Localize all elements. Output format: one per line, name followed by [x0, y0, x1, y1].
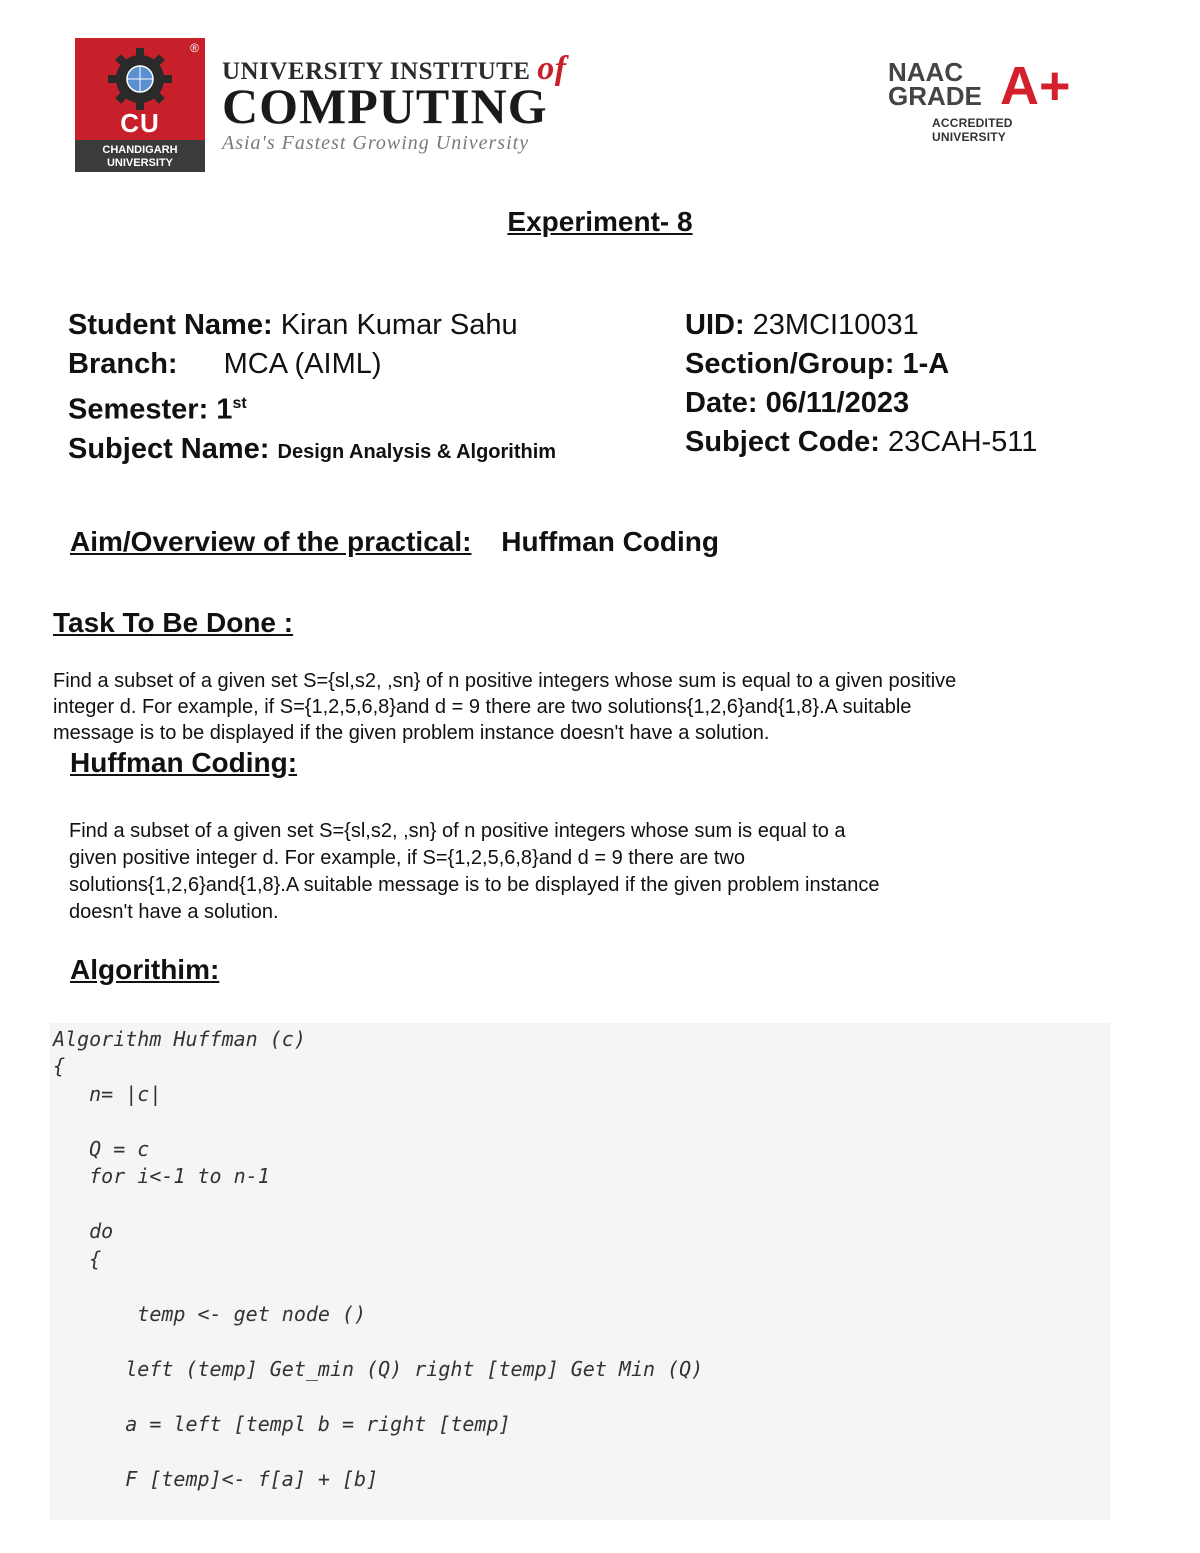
code-line: do — [53, 1219, 114, 1243]
subject-name-label: Subject Name: — [68, 432, 270, 465]
student-name-label: Student Name: — [68, 309, 273, 341]
semester-suffix: st — [232, 395, 247, 412]
subject-code-value: 23CAH-511 — [888, 426, 1038, 458]
student-info-right — [685, 306, 1037, 462]
naac-line2: GRADE — [888, 81, 982, 111]
cu-mark: CU — [120, 108, 160, 138]
task-line: Find a subset of a given set S={sl,s2, ,sn} of n positive integers whose sum is equal to a given positive — [53, 670, 957, 692]
student-name-value: Kiran Kumar Sahu — [280, 309, 518, 341]
student-name-row — [68, 306, 556, 345]
task-line: message is to be displayed if the given problem instance doesn't have a solution. — [53, 722, 770, 744]
date-row — [685, 384, 1037, 423]
task-heading: Task To Be Done : — [53, 607, 294, 638]
naac-text — [888, 57, 982, 111]
subject-name-value: Design Analysis & Algorithim — [277, 440, 557, 463]
huffman-heading: Huffman Coding: — [70, 747, 298, 778]
algorithm-heading: Algorithim: — [70, 954, 220, 985]
cu-name-line2: UNIVERSITY — [106, 157, 173, 169]
code-line: temp <- get node () — [53, 1302, 367, 1326]
code-line: { — [53, 1247, 102, 1271]
naac-line1: NAAC — [888, 57, 964, 87]
uid-row — [685, 306, 1037, 345]
code-line: Algorithm Huffman (c) — [53, 1027, 306, 1051]
code-line: { — [53, 1054, 66, 1078]
section-row — [685, 345, 1037, 384]
huffman-line: Find a subset of a given set S={sl,s2, ,sn} of n positive integers whose sum is equal to a — [69, 820, 846, 842]
task-paragraph — [53, 668, 1133, 746]
subject-code-row — [685, 423, 1037, 462]
aim-line — [70, 526, 719, 558]
cu-name-strip — [75, 140, 205, 172]
institute-computing: COMPUTING — [222, 78, 548, 134]
branch-label: Branch: — [68, 348, 178, 380]
aim-label: Aim/Overview of the practical: — [70, 526, 472, 557]
aim-value: Huffman Coding — [501, 526, 719, 557]
naac-badge — [888, 56, 1088, 144]
page-title: Experiment- 8 — [507, 206, 693, 237]
section-label: Section/Group: 1-A — [685, 348, 950, 380]
registered-mark: ® — [190, 41, 199, 55]
code-line: F [temp]<- f[a] + [b] — [53, 1467, 379, 1491]
semester-label: Semester: 1 — [68, 393, 233, 426]
subject-name-row — [68, 430, 556, 472]
code-line: left (temp] Get_min (Q) right [temp] Get Min (Q) — [53, 1357, 704, 1381]
task-line: integer d. For example, if S={1,2,5,6,8}and d = 9 there are two solutions{1,2,6}and{1,8}.A suitable — [53, 696, 912, 718]
cu-name-line1: CHANDIGARH — [102, 144, 178, 156]
branch-value: MCA (AIML) — [223, 348, 382, 380]
code-line: Q = c — [53, 1137, 150, 1161]
institute-tagline: Asia's Fastest Growing University — [222, 132, 530, 154]
huffman-paragraph — [69, 818, 1049, 926]
institute-of: of — [537, 50, 567, 87]
naac-accredited: ACCREDITED UNIVERSITY — [932, 116, 1013, 144]
institute-wordmark — [222, 50, 682, 155]
code-block — [50, 1023, 1110, 1520]
globe-emblem-icon — [94, 48, 186, 110]
student-info-left — [68, 306, 556, 472]
uid-value: 23MCI10031 — [752, 309, 919, 341]
date-label: Date: 06/11/2023 — [685, 387, 910, 419]
cu-logo — [75, 38, 205, 172]
uid-label: UID: — [685, 309, 745, 341]
code-line: a = left [templ b = right [temp] — [53, 1412, 511, 1436]
subject-code-label: Subject Code: — [685, 426, 880, 458]
semester-row — [68, 384, 556, 430]
branch-row — [68, 345, 556, 384]
huffman-line: given positive integer d. For example, if S={1,2,5,6,8}and d = 9 there are two — [69, 847, 745, 869]
naac-grade: A+ — [1000, 56, 1071, 116]
code-line: for i<-1 to n-1 — [53, 1164, 270, 1188]
huffman-line: doesn't have a solution. — [69, 901, 279, 923]
institute-name: UNIVERSITY INSTITUTE — [222, 58, 531, 85]
huffman-line: solutions{1,2,6}and{1,8}.A suitable message is to be displayed if the given problem instance — [69, 874, 880, 896]
code-line: n= |c| — [53, 1082, 162, 1106]
